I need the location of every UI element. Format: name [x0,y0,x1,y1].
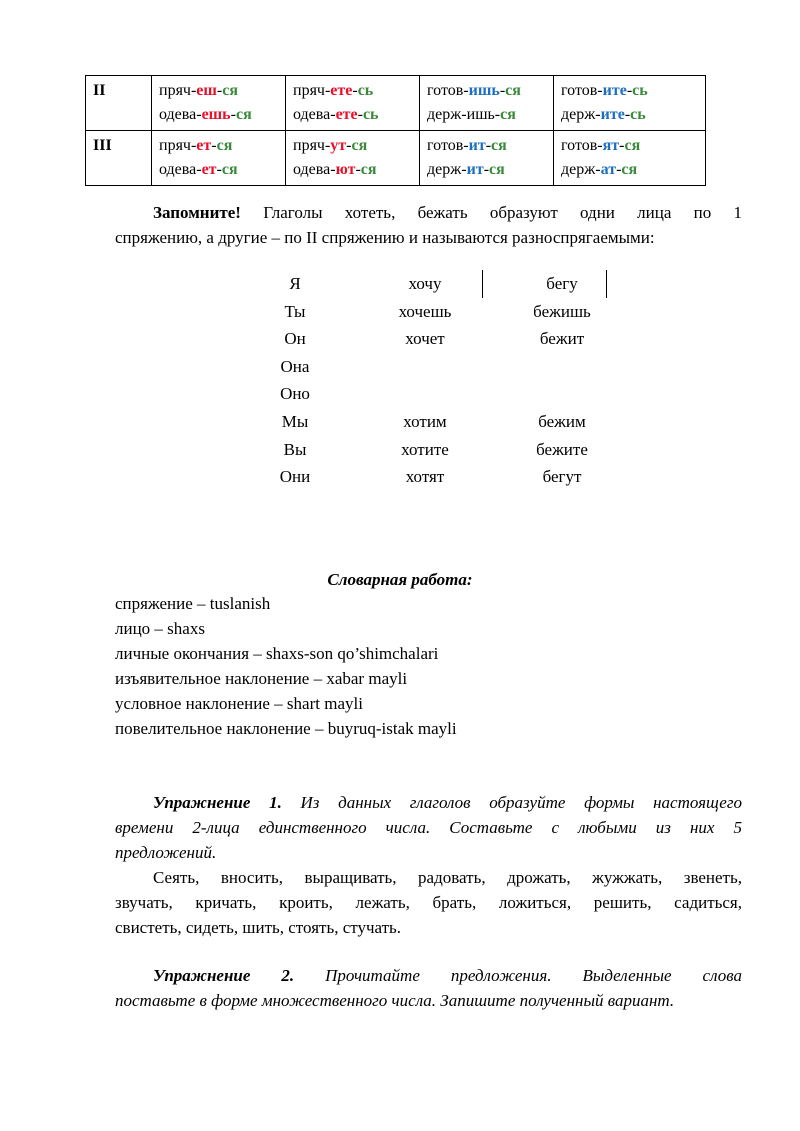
verb-ending: ся [500,106,516,123]
verb-stem: - [357,106,363,123]
exercise-1-label: Упражнение 1. [153,793,282,812]
verb-stem: одева- [293,106,336,123]
form-hotet: хотим [403,412,447,431]
conjugation-cell [420,76,554,131]
verb-ending: ит [466,161,484,178]
verb-stem: одева- [293,161,336,178]
verb-stem: пряч- [293,82,331,99]
verb-ending: ете [330,82,353,99]
verb-stem: одева- [159,161,202,178]
verb-stem: - [346,137,352,154]
remember-line-2: спряжению, а другие – по II спряжению и называются разноспрягаемыми: [115,228,655,247]
pronoun: Он [284,329,306,349]
verb-stem: готов- [427,137,469,154]
verb-forms-row [250,463,630,490]
verb-ending: ят [602,137,620,154]
exercise-1-words-3: свистеть, сидеть, шить, стоять, стучать. [115,918,402,937]
form-bezhat: бежишь [533,301,591,321]
verb-stem: держ- [427,161,467,178]
verb-ending: ите [600,106,625,123]
verb-stem: - [216,161,222,178]
verb-stem: - [216,82,223,99]
pronoun: Ты [284,301,306,321]
verb-ending: сь [632,82,648,99]
vocabulary-item: изъявительное наклонение – xabar mayli [115,669,408,688]
verb-stem: готов- [561,82,603,99]
verb-form [293,158,413,182]
pronoun: Мы [281,412,309,431]
verb-stem: - [352,82,358,99]
verb-form [159,103,279,127]
verb-forms-row [250,270,630,297]
verb-stem: - [626,82,633,99]
verb-stem: пряч- [159,137,197,154]
form-hotet: хочу [408,274,442,293]
vocabulary-title: Словарная работа: [327,570,473,589]
verb-form [159,79,279,103]
exercise-2-label: Упражнение 2. [153,966,295,985]
verb-stem: - [499,82,506,99]
vocabulary-item: личные окончания – shaxs-son qo’shimchalari [115,644,439,663]
verb-forms-row [250,298,630,325]
form-hotet: хотите [401,439,449,459]
verb-ending: ся [360,161,377,178]
remember-paragraph [115,200,742,250]
conjugation-cell [420,131,554,186]
verb-ending: сь [362,106,379,123]
form-bezhat: бегу [546,274,578,293]
conjugation-table [85,75,706,186]
verb-ending: ишь [468,82,500,99]
verb-ending: ют [335,161,356,178]
pronoun: Они [279,467,311,487]
verb-form [427,103,547,127]
verb-stem: готов- [427,82,469,99]
form-bezhat: бежим [538,412,586,431]
form-bezhat: бежит [539,329,585,349]
verb-ending: ет [196,137,212,154]
verb-stem: держ- [561,161,601,178]
verb-stem: одева- [159,106,202,123]
verb-form [293,134,413,158]
verb-ending: ся [624,137,641,154]
verb-ending: ат [600,161,617,178]
verb-form [427,158,547,182]
verb-forms-row [250,408,630,435]
verb-stem: - [230,106,236,123]
pronoun: Я [289,274,301,293]
vocabulary-list [115,591,457,741]
form-hotet: хотят [405,467,445,487]
verb-form [561,79,699,103]
vocabulary-item: лицо – shaxs [115,619,205,638]
verb-form [427,134,547,158]
exercise-2-line-2: поставьте в форме множественного числа. Запишите полученный вариант. [115,991,675,1010]
form-bezhat: бежите [536,439,588,459]
exercise-1-line-2: времени 2-лица единственного числа. Составьте с любыми из них 5 [115,818,742,837]
verb-ending: ся [505,82,521,99]
verb-stem: - [616,161,622,178]
conjugation-cell [152,76,286,131]
verb-forms-row [250,325,630,352]
verb-form [427,79,547,103]
conjugation-number: III [86,131,152,186]
conjugation-row [86,131,706,186]
verb-stem: - [485,137,492,154]
conjugation-cell [152,131,286,186]
exercise-1-line-1: Упражнение 1. Из данных глаголов образуйте формы настоящего [153,793,742,812]
exercise-2-line-1: Упражнение 2. Прочитайте предложения. Выделенные слова [153,966,742,985]
exercise-1 [115,790,742,940]
verb-stem: - [619,137,625,154]
form-hotet: хочет [405,329,445,349]
verb-ending: ся [216,137,233,154]
conjugation-cell [286,76,420,131]
verb-stem: - [624,106,631,123]
vocabulary-item: повелительное наклонение – buyruq-istak mayli [115,719,457,738]
verb-stem: - [355,161,361,178]
verb-form [293,103,413,127]
vocabulary-item: спряжение – tuslanish [115,594,271,613]
verb-form [561,158,699,182]
verb-ending: ся [235,106,252,123]
remember-line-1: Запомните! Глаголы хотеть, бежать образуют одни лица по 1 [153,203,742,222]
verb-form [293,79,413,103]
verb-ending: сь [357,82,374,99]
verb-stem: - [211,137,217,154]
verb-ending: ите [602,82,627,99]
exercise-1-words-2: звучать, кричать, кроить, лежать, брать, ложиться, решить, садиться, [115,893,742,912]
exercise-2 [115,963,742,1013]
remember-label: Запомните! [153,203,241,222]
verb-stem: - [483,161,490,178]
verb-ending: ся [621,161,638,178]
vocabulary-item: условное наклонение – shart mayli [115,694,363,713]
verb-ending: ся [351,137,368,154]
conjugation-row [86,76,706,131]
exercise-1-line-3: предложений. [115,843,217,862]
exercise-1-words-1: Сеять, вносить, выращивать, радовать, дрожать, жужжать, звенеть, [153,868,742,887]
conjugation-number: II [86,76,152,131]
verb-stem: пряч- [159,82,197,99]
conjugation-cell [554,76,706,131]
pronoun: Оно [280,384,310,404]
verb-ending: ет [201,161,217,178]
verb-stem: держ- [561,106,601,123]
form-bezhat: бегут [542,467,582,487]
verb-ending: ут [330,137,347,154]
verb-ending: ит [468,137,486,154]
verb-ending: ете [335,106,358,123]
form-hotet: хочешь [398,301,452,321]
verb-ending: ся [222,82,238,99]
verb-forms-row [250,436,630,463]
verb-ending: ешь [201,106,231,123]
verb-stem: готов- [561,137,603,154]
verb-stem: пряч- [293,137,331,154]
verb-ending: ся [221,161,238,178]
conjugation-cell [554,131,706,186]
verb-form [159,134,279,158]
verb-form [561,103,699,127]
verb-stem: держ-ишь- [427,106,501,123]
verb-form [159,158,279,182]
pronoun: Она [280,356,310,376]
verb-forms-row [250,380,630,407]
verb-ending: ся [489,161,505,178]
conjugation-cell [286,131,420,186]
verb-forms-row [250,353,630,380]
verb-ending: ся [491,137,507,154]
verb-form [561,134,699,158]
verb-ending: еш [196,82,217,99]
pronoun: Вы [283,439,307,459]
verb-ending: сь [630,106,646,123]
